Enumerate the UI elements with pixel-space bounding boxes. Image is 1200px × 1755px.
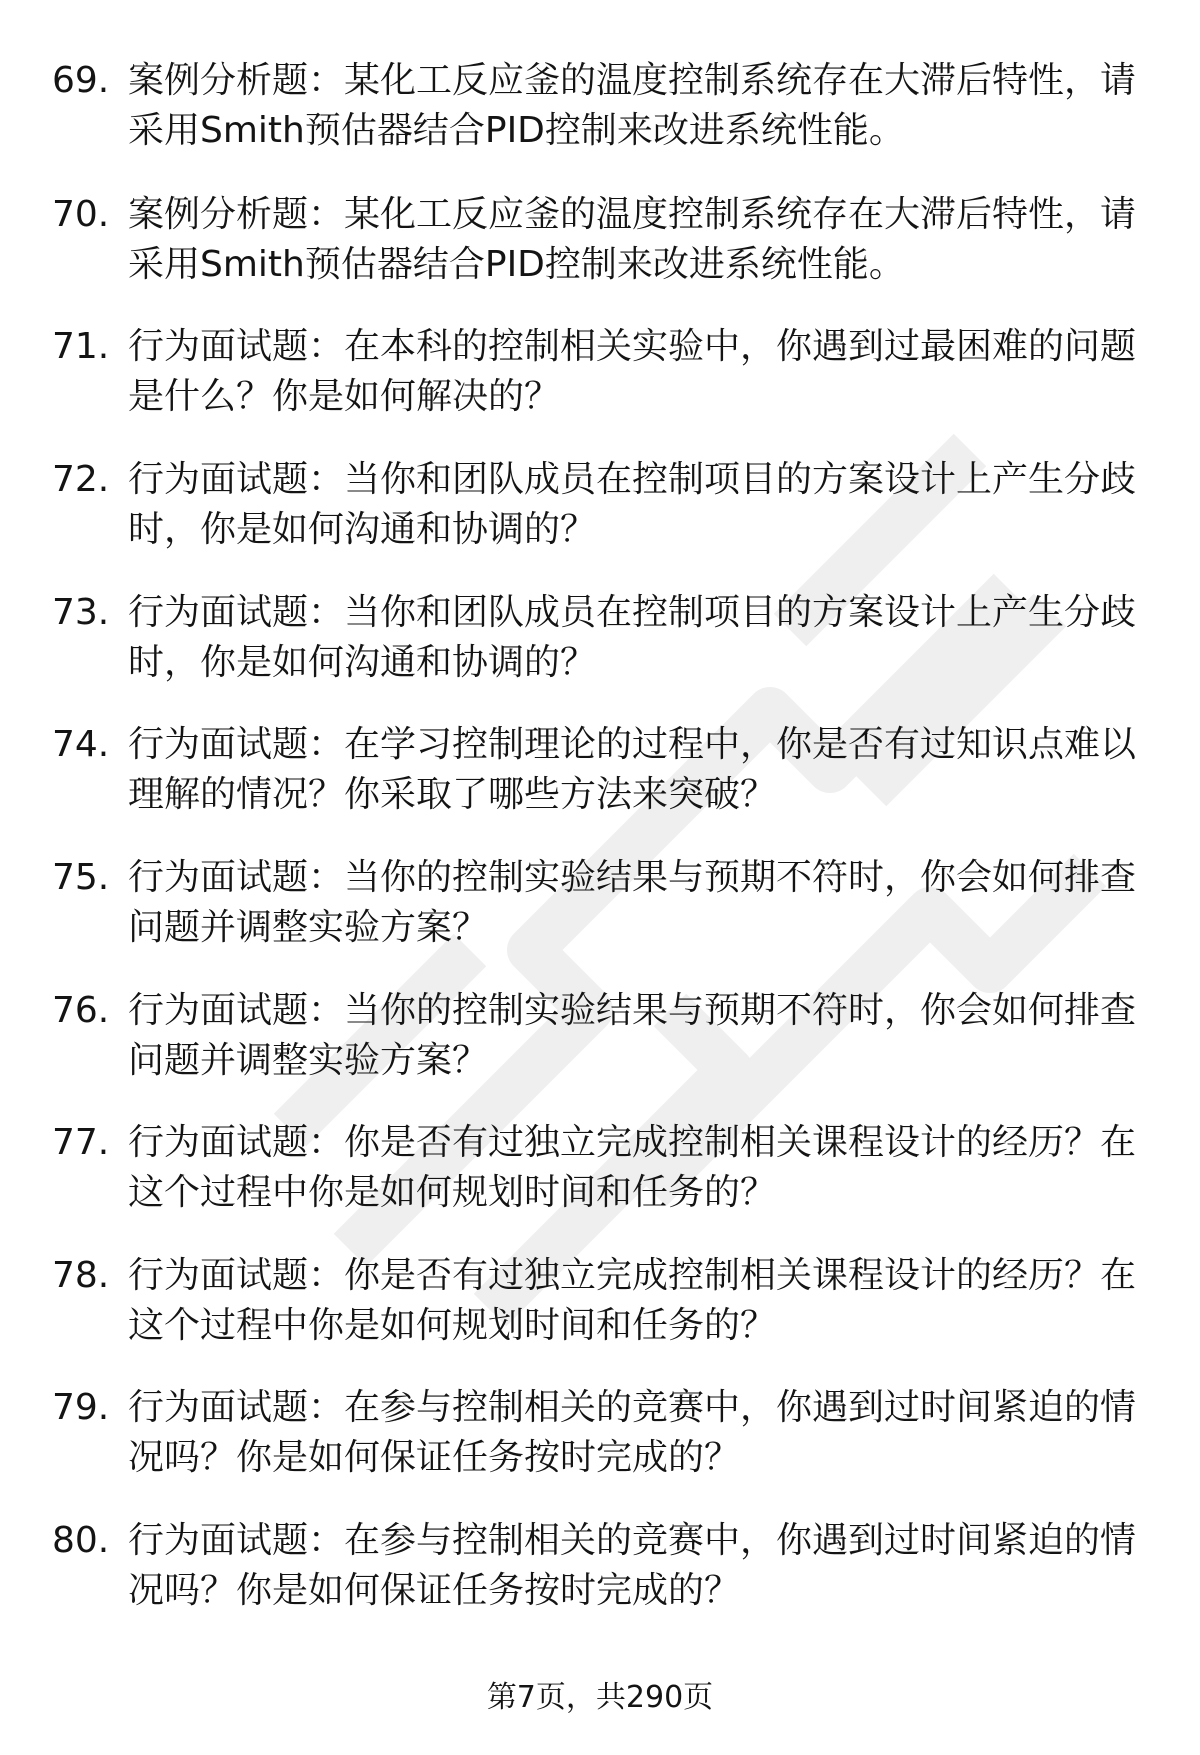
question-text: 行为面试题：你是否有过独立完成控制相关课程设计的经历？在这个过程中你是如何规划时间和任务的？ [128,1255,1137,1346]
question-item [0,190,1200,300]
question-text: 行为面试题：在参与控制相关的竞赛中，你遇到过时间紧迫的情况吗？你是如何保证任务按时完成的？ [128,1387,1137,1478]
question-number: 71. [52,326,110,367]
question-number: 70. [52,194,110,235]
question-text: 案例分析题：某化工反应釜的温度控制系统存在大滞后特性，请采用Smith预估器结合PID控制来改进系统性能。 [128,194,1137,285]
question-item [0,1118,1200,1228]
question-text: 行为面试题：在本科的控制相关实验中，你遇到过最困难的问题是什么？你是如何解决的？ [128,326,1137,417]
question-text: 行为面试题：当你的控制实验结果与预期不符时，你会如何排查问题并调整实验方案？ [128,990,1137,1081]
question-text: 行为面试题：当你和团队成员在控制项目的方案设计上产生分歧时，你是如何沟通和协调的？ [128,459,1137,550]
question-number: 75. [52,857,110,898]
question-item [0,322,1200,432]
question-text: 行为面试题：你是否有过独立完成控制相关课程设计的经历？在这个过程中你是如何规划时间和任务的？ [128,1122,1137,1213]
question-number: 76. [52,990,110,1031]
question-item [0,1516,1200,1626]
question-number: 77. [52,1122,110,1163]
question-item [0,853,1200,963]
question-number: 78. [52,1255,110,1296]
question-item [0,1383,1200,1493]
page-footer: 第7页，共290页 [486,1680,714,1715]
question-text: 行为面试题：在学习控制理论的过程中，你是否有过知识点难以理解的情况？你采取了哪些方法来突破？ [128,724,1137,815]
question-number: 79. [52,1387,110,1428]
question-text: 行为面试题：在参与控制相关的竞赛中，你遇到过时间紧迫的情况吗？你是如何保证任务按时完成的？ [128,1520,1137,1611]
question-item [0,588,1200,698]
question-item [0,986,1200,1096]
question-text: 案例分析题：某化工反应釜的温度控制系统存在大滞后特性，请采用Smith预估器结合PID控制来改进系统性能。 [128,60,1137,151]
question-number: 73. [52,592,110,633]
question-number: 74. [52,724,110,765]
question-number: 69. [52,60,110,101]
question-text: 行为面试题：当你的控制实验结果与预期不符时，你会如何排查问题并调整实验方案？ [128,857,1137,948]
question-number: 80. [52,1520,110,1561]
question-item [0,56,1200,166]
question-text: 行为面试题：当你和团队成员在控制项目的方案设计上产生分歧时，你是如何沟通和协调的？ [128,592,1137,683]
question-item [0,455,1200,565]
question-item [0,1251,1200,1361]
question-item [0,720,1200,830]
question-number: 72. [52,459,110,500]
